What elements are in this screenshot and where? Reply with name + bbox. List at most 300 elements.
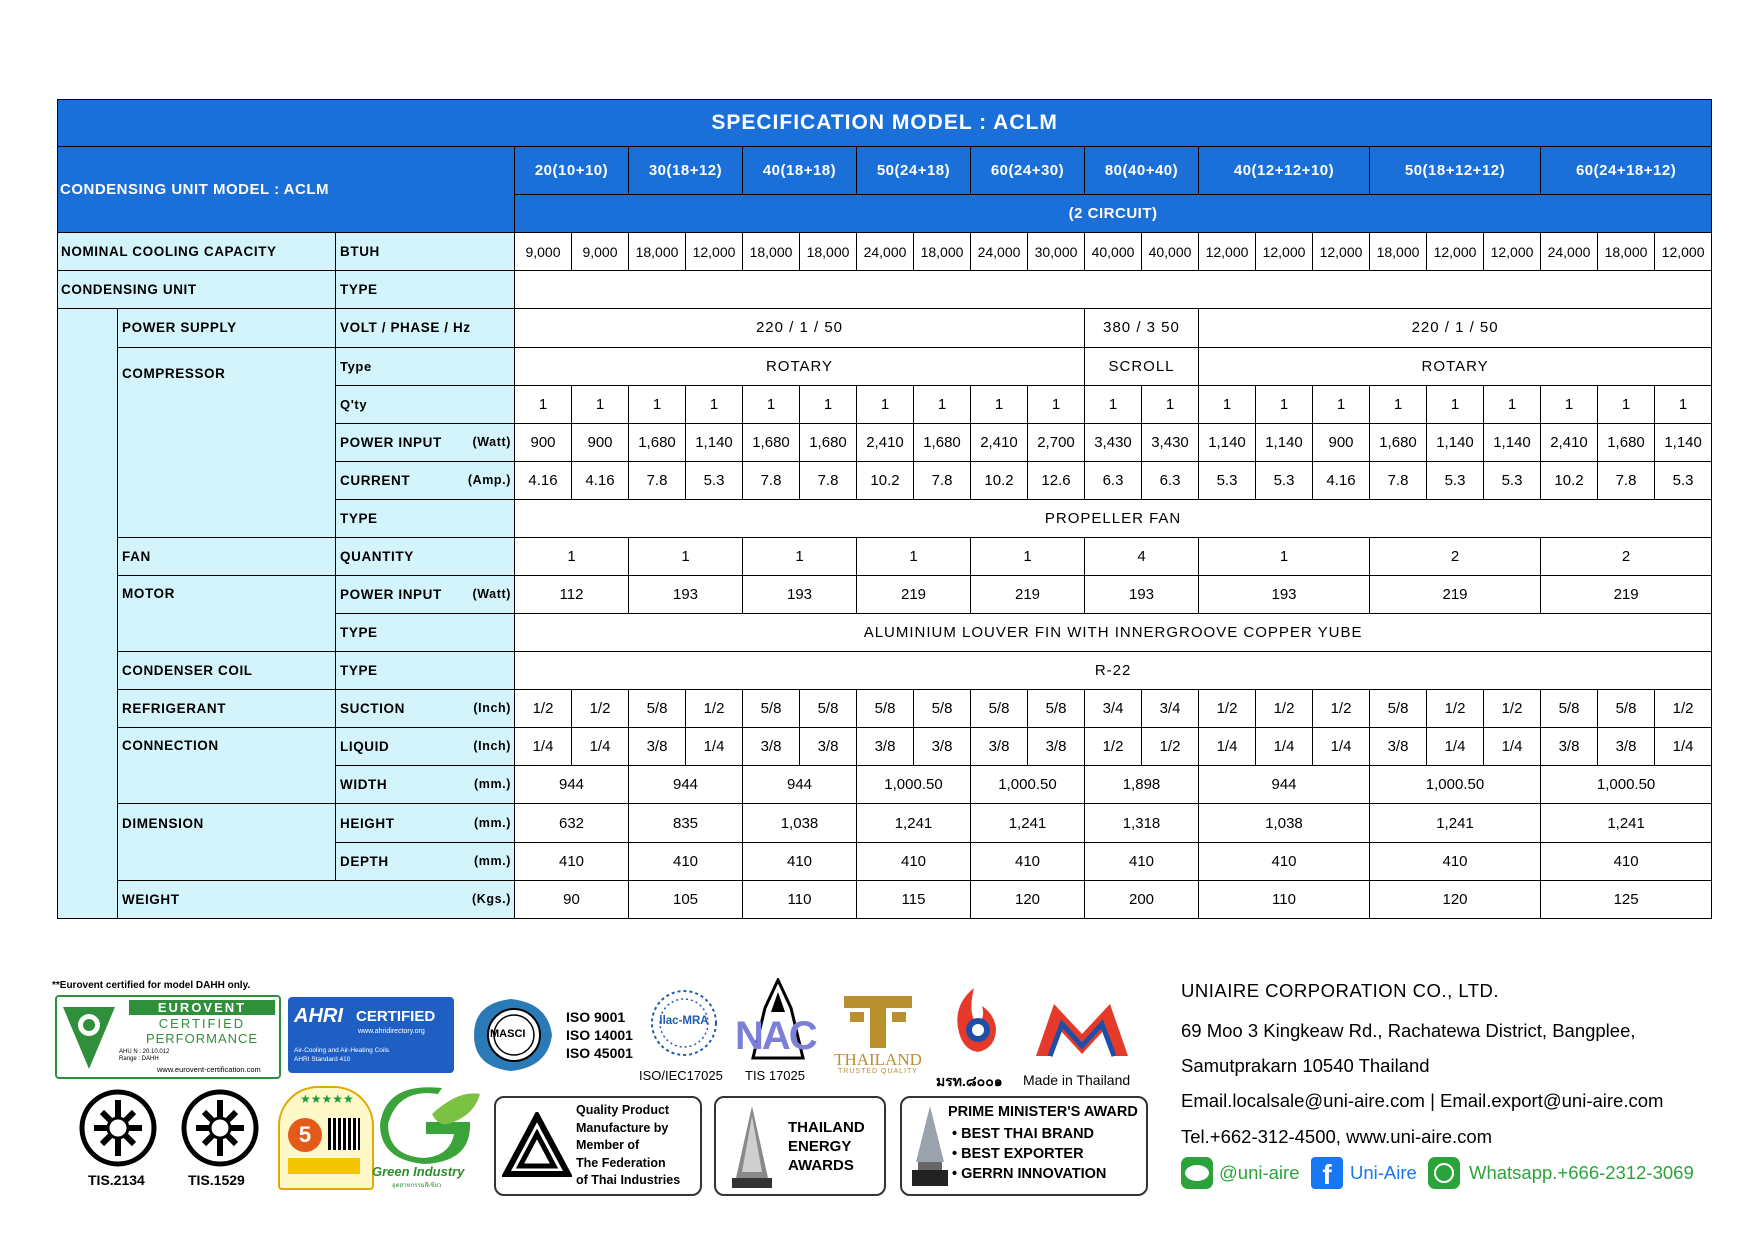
mot-label: มรท.๘๐๐๑ [936, 1073, 1003, 1089]
depth-unit: (mm.) [473, 853, 511, 868]
liquid-value: 1/4 [515, 728, 572, 766]
pm-award-title: PRIME MINISTER'S AWARD [948, 1104, 1138, 1120]
compressor-power-value: 900 [1313, 423, 1370, 461]
fan-power-value: 193 [743, 576, 857, 614]
fti-line: Quality Product [576, 1103, 670, 1117]
compressor-power-value: 1,680 [743, 423, 800, 461]
width-value: 1,898 [1085, 766, 1199, 804]
tis1529-logo [180, 1088, 260, 1168]
height-value: 1,241 [1370, 804, 1541, 842]
company-address-1: 69 Moo 3 Kingkeaw Rd., Rachatewa District, Bangplee, [1181, 1020, 1636, 1041]
fan-power-value: 112 [515, 576, 629, 614]
fan-power-label-text: POWER INPUT [340, 587, 442, 603]
compressor-power-value: 1,680 [629, 423, 686, 461]
line-icon [1181, 1157, 1213, 1189]
cooling-capacity-value: 24,000 [971, 233, 1028, 271]
fti-line: Manufacture by [576, 1120, 669, 1135]
fan-qty-value: 1 [629, 537, 743, 575]
green-industry-label: Green Industry [372, 1164, 465, 1179]
thailand-tq-line1: THAILAND [834, 1050, 922, 1069]
cooling-capacity-value: 9,000 [572, 233, 629, 271]
suction-value: 1/2 [1655, 690, 1712, 728]
coil-type-label: TYPE [336, 614, 515, 652]
compressor-current-value: 5.3 [1256, 461, 1313, 499]
compressor-current-value: 4.16 [572, 461, 629, 499]
weight-unit: (Kgs.) [471, 891, 511, 906]
coil-type-value: ALUMINIUM LOUVER FIN WITH INNERGROOVE COPPER YUBE [515, 614, 1712, 652]
height-unit: (mm.) [473, 815, 511, 830]
qr-code-icon [328, 1118, 360, 1150]
eurovent-line2: CERTIFIED [158, 1016, 246, 1031]
energy-label-number: 5 [288, 1118, 322, 1152]
compressor-qty-value: 1 [686, 385, 743, 423]
compressor-current-value: 7.8 [1370, 461, 1427, 499]
liquid-value: 3/8 [971, 728, 1028, 766]
liquid-value: 1/4 [1484, 728, 1541, 766]
compressor-power-value: 1,140 [1199, 423, 1256, 461]
suction-value: 5/8 [971, 690, 1028, 728]
compressor-power-value: 900 [515, 423, 572, 461]
width-value: 1,000.50 [1541, 766, 1712, 804]
nac-logo [733, 978, 823, 1060]
suction-value: 5/8 [629, 690, 686, 728]
iso-item: ISO 45001 [566, 1045, 633, 1061]
liquid-value: 3/8 [1598, 728, 1655, 766]
compressor-current-value: 7.8 [743, 461, 800, 499]
weight-value: 200 [1085, 880, 1199, 918]
liquid-value: 3/8 [857, 728, 914, 766]
compressor-qty-value: 1 [971, 385, 1028, 423]
green-industry-logo [372, 1084, 482, 1189]
fan-qty-value: 2 [1370, 537, 1541, 575]
tis2134-label: TIS.2134 [88, 1172, 145, 1188]
cooling-capacity-value: 24,000 [1541, 233, 1598, 271]
fan-qty-value: 4 [1085, 537, 1199, 575]
compressor-qty-value: 1 [1541, 385, 1598, 423]
depth-value: 410 [1085, 842, 1199, 880]
compressor-current-value: 4.16 [1313, 461, 1370, 499]
model-header: 40(12+12+10) [1199, 147, 1370, 195]
made-in-thailand-logo [1030, 996, 1134, 1062]
depth-label-text: DEPTH [340, 853, 389, 869]
compressor-power-value: 2,700 [1028, 423, 1085, 461]
suction-label-text: SUCTION [340, 701, 405, 717]
liquid-value: 3/8 [1370, 728, 1427, 766]
ilac-text: ilac-MRA [659, 1015, 709, 1027]
weight-label-text: WEIGHT [122, 891, 180, 907]
cooling-capacity-value: 12,000 [1313, 233, 1370, 271]
compressor-qty-value: 1 [1655, 385, 1712, 423]
weight-value: 115 [857, 880, 971, 918]
eurovent-small2: Range : DAHH [119, 1056, 159, 1062]
cooling-capacity-value: 12,000 [1199, 233, 1256, 271]
weight-value: 110 [743, 880, 857, 918]
condensing-unit-type-value [515, 271, 1712, 309]
liquid-value: 1/4 [1655, 728, 1712, 766]
fan-power-value: 219 [971, 576, 1085, 614]
compressor-power-value: 3,430 [1142, 423, 1199, 461]
iso-iec-label: ISO/IEC17025 [639, 1068, 723, 1083]
compressor-power-value: 1,140 [1484, 423, 1541, 461]
green-g-icon [378, 1084, 482, 1164]
cooling-capacity-value: 12,000 [1655, 233, 1712, 271]
compressor-type-value: ROTARY [515, 347, 1085, 385]
compressor-power-value: 1,680 [1370, 423, 1427, 461]
compressor-current-value: 7.8 [800, 461, 857, 499]
energy-label-logo [278, 1086, 374, 1190]
width-value: 1,000.50 [1370, 766, 1541, 804]
pm-award-item: • BEST THAI BRAND [952, 1126, 1095, 1142]
compressor-current-value: 5.3 [1655, 461, 1712, 499]
refrigerant-type-value: R-22 [515, 652, 1712, 690]
compressor-power-unit: (Watt) [472, 434, 511, 449]
compressor-power-value: 1,140 [1427, 423, 1484, 461]
whatsapp-number[interactable]: Whatsapp.+666-2312-3069 [1469, 1162, 1694, 1183]
compressor-power-value: 1,140 [1256, 423, 1313, 461]
spec-title: SPECIFICATION MODEL : ACLM [58, 100, 1712, 147]
compressor-current-label-text: CURRENT [340, 472, 411, 488]
compressor-current-value: 5.3 [686, 461, 743, 499]
fan-power-label [336, 576, 515, 614]
refrigerant-label: REFRIGERANT [118, 690, 336, 728]
compressor-power-value: 1,680 [800, 423, 857, 461]
condensing-unit-type-label: TYPE [336, 271, 515, 309]
depth-value: 410 [515, 842, 629, 880]
facebook-icon: f [1311, 1157, 1343, 1189]
suction-value: 1/2 [686, 690, 743, 728]
suction-value: 1/2 [1313, 690, 1370, 728]
cooling-capacity-value: 24,000 [857, 233, 914, 271]
liquid-value: 1/4 [1313, 728, 1370, 766]
liquid-value: 3/8 [800, 728, 857, 766]
ahri-desc1: Air-Cooling and Air-Heating Coils [294, 1047, 390, 1054]
company-name: UNIAIRE CORPORATION CO., LTD. [1181, 980, 1500, 1001]
eurovent-small1: AHU N : 20.10.012 [119, 1049, 170, 1055]
model-header: 30(18+12) [629, 147, 743, 195]
fan-power-unit: (Watt) [472, 587, 511, 602]
height-value: 632 [515, 804, 629, 842]
compressor-current-value: 5.3 [1427, 461, 1484, 499]
compressor-qty-value: 1 [1484, 385, 1541, 423]
compressor-power-value: 2,410 [971, 423, 1028, 461]
model-header: 60(24+30) [971, 147, 1085, 195]
depth-value: 410 [1199, 842, 1370, 880]
compressor-qty-label: Q'ty [336, 385, 515, 423]
ahri-logo [288, 997, 454, 1073]
compressor-qty-value: 1 [1142, 385, 1199, 423]
depth-value: 410 [857, 842, 971, 880]
suction-value: 5/8 [914, 690, 971, 728]
cooling-capacity-value: 40,000 [1085, 233, 1142, 271]
suction-value: 5/8 [800, 690, 857, 728]
compressor-current-value: 10.2 [1541, 461, 1598, 499]
company-email[interactable]: Email.localsale@uni-aire.com | Email.export@uni-aire.com [1181, 1090, 1664, 1111]
compressor-power-label [336, 423, 515, 461]
made-in-thailand-label: Made in Thailand [1023, 1072, 1131, 1088]
ahri-certified: CERTIFIED [356, 1008, 436, 1025]
fan-power-value: 219 [857, 576, 971, 614]
suction-value: 1/2 [1427, 690, 1484, 728]
iso-list [566, 1008, 633, 1062]
liquid-value: 3/8 [1541, 728, 1598, 766]
eurovent-note: **Eurovent certified for model DAHH only. [52, 980, 251, 991]
cooling-capacity-value: 18,000 [1370, 233, 1427, 271]
compressor-qty-value: 1 [1598, 385, 1655, 423]
cooling-capacity-label: NOMINAL COOLING CAPACITY [58, 233, 336, 271]
compressor-type-label: Type [336, 347, 515, 385]
liquid-value: 1/4 [1256, 728, 1313, 766]
company-tel[interactable]: Tel.+662-312-4500, www.uni-aire.com [1181, 1126, 1493, 1147]
energy-awards-text [788, 1118, 865, 1175]
liquid-label [336, 728, 515, 766]
fan-power-value: 219 [1370, 576, 1541, 614]
masci-text: MASCI [490, 1028, 526, 1040]
suction-value: 1/2 [515, 690, 572, 728]
depth-value: 410 [971, 842, 1085, 880]
compressor-current-value: 12.6 [1028, 461, 1085, 499]
compressor-qty-value: 1 [1199, 385, 1256, 423]
power-supply-unit: VOLT / PHASE / Hz [336, 309, 515, 347]
pm-award-list [952, 1124, 1106, 1184]
liquid-unit: (Inch) [473, 739, 511, 754]
pm-award-item: • GERRN INNOVATION [952, 1166, 1107, 1182]
compressor-qty-value: 1 [572, 385, 629, 423]
width-label-text: WIDTH [340, 777, 388, 793]
condenser-coil-label: CONDENSER COIL [118, 652, 336, 690]
liquid-value: 3/8 [629, 728, 686, 766]
height-label-text: HEIGHT [340, 815, 395, 831]
suction-value: 5/8 [1028, 690, 1085, 728]
depth-value: 410 [743, 842, 857, 880]
fan-power-value: 219 [1541, 576, 1712, 614]
energy-awards-line: THAILAND [788, 1119, 865, 1136]
cooling-capacity-value: 12,000 [686, 233, 743, 271]
suction-label [336, 690, 515, 728]
energy-stars-icon: ★★★★★ [300, 1092, 354, 1106]
compressor-label: COMPRESSOR [118, 347, 336, 537]
compressor-current-value: 10.2 [857, 461, 914, 499]
fti-triangle-icon [502, 1112, 572, 1182]
mot-flame-icon [944, 984, 1008, 1060]
ahri-desc2: AHRI Standard 410 [294, 1056, 351, 1063]
condensing-unit-label: CONDENSING UNIT [58, 271, 336, 309]
compressor-current-value: 6.3 [1085, 461, 1142, 499]
liquid-value: 1/4 [686, 728, 743, 766]
cooling-capacity-value: 18,000 [629, 233, 686, 271]
compressor-power-value: 1,680 [914, 423, 971, 461]
mot-logo [944, 984, 1008, 1060]
liquid-label-text: LIQUID [340, 739, 390, 755]
tis-mark-icon [78, 1088, 158, 1168]
green-industry-sub: อุตสาหกรรมสีเขียว [392, 1183, 442, 1189]
compressor-current-value: 7.8 [914, 461, 971, 499]
cooling-unit: BTUH [336, 233, 515, 271]
cooling-capacity-value: 12,000 [1484, 233, 1541, 271]
depth-label [336, 842, 515, 880]
suction-value: 5/8 [1541, 690, 1598, 728]
ahri-url: www.ahridirectory.org [358, 1028, 425, 1035]
compressor-qty-value: 1 [914, 385, 971, 423]
compressor-power-value: 1,140 [1655, 423, 1712, 461]
compressor-power-value: 1,680 [1598, 423, 1655, 461]
pm-award-item: • BEST EXPORTER [952, 1146, 1084, 1162]
fan-qty-value: 2 [1541, 537, 1712, 575]
line-id[interactable]: @uni-aire [1219, 1162, 1300, 1183]
compressor-qty-value: 1 [1028, 385, 1085, 423]
compressor-current-value: 6.3 [1142, 461, 1199, 499]
thailand-tq-logo [826, 990, 930, 1080]
liquid-value: 1/2 [1085, 728, 1142, 766]
height-value: 1,241 [971, 804, 1085, 842]
height-value: 1,038 [1199, 804, 1370, 842]
whatsapp-icon [1428, 1157, 1460, 1189]
iso-item: ISO 14001 [566, 1027, 633, 1043]
energy-label-bar [288, 1158, 360, 1174]
width-value: 944 [629, 766, 743, 804]
cooling-capacity-value: 9,000 [515, 233, 572, 271]
masci-logo [464, 995, 558, 1075]
width-value: 944 [515, 766, 629, 804]
cooling-capacity-value: 18,000 [800, 233, 857, 271]
made-in-thailand-m-icon [1030, 996, 1134, 1062]
compressor-qty-value: 1 [743, 385, 800, 423]
fan-qty-label: QUANTITY [336, 537, 515, 575]
company-address-2: Samutprakarn 10540 Thailand [1181, 1055, 1430, 1076]
model-header: 50(24+18) [857, 147, 971, 195]
compressor-power-value: 2,410 [1541, 423, 1598, 461]
tis2134-logo [78, 1088, 158, 1168]
depth-value: 410 [629, 842, 743, 880]
fan-power-value: 193 [1085, 576, 1199, 614]
compressor-power-value: 3,430 [1085, 423, 1142, 461]
indent-column [58, 309, 118, 919]
model-header: 40(18+18) [743, 147, 857, 195]
refrigerant-type-label: TYPE [336, 652, 515, 690]
tis17025-label: TIS 17025 [745, 1068, 805, 1083]
suction-value: 5/8 [1598, 690, 1655, 728]
weight-value: 110 [1199, 880, 1370, 918]
model-header: 60(24+18+12) [1541, 147, 1712, 195]
compressor-current-value: 5.3 [1484, 461, 1541, 499]
cooling-capacity-value: 12,000 [1427, 233, 1484, 271]
compressor-power-value: 900 [572, 423, 629, 461]
suction-value: 1/2 [572, 690, 629, 728]
eurovent-logo [55, 995, 281, 1079]
iso-item: ISO 9001 [566, 1009, 626, 1025]
height-value: 1,241 [857, 804, 971, 842]
connection-label: CONNECTION [118, 728, 336, 804]
fan-power-value: 193 [1199, 576, 1370, 614]
weight-value: 120 [971, 880, 1085, 918]
model-row-label: CONDENSING UNIT MODEL : ACLM [58, 147, 515, 233]
compressor-power-value: 1,140 [686, 423, 743, 461]
compressor-qty-value: 1 [857, 385, 914, 423]
height-value: 835 [629, 804, 743, 842]
fan-qty-value: 1 [857, 537, 971, 575]
ilac-logo [648, 988, 720, 1058]
suction-value: 1/2 [1199, 690, 1256, 728]
power-supply-value: 380 / 3 50 [1085, 309, 1199, 347]
fti-text [576, 1102, 680, 1190]
energy-awards-line: ENERGY [788, 1138, 852, 1155]
ahri-brand: AHRI [294, 1005, 343, 1027]
suction-value: 5/8 [857, 690, 914, 728]
liquid-value: 1/4 [1199, 728, 1256, 766]
fan-qty-value: 1 [515, 537, 629, 575]
facebook-id[interactable]: Uni-Aire [1350, 1162, 1417, 1183]
liquid-value: 1/4 [572, 728, 629, 766]
fan-qty-value: 1 [971, 537, 1085, 575]
width-label [336, 766, 515, 804]
pm-award-badge [900, 1096, 1148, 1196]
energy-awards-line: AWARDS [788, 1157, 854, 1174]
depth-value: 410 [1370, 842, 1541, 880]
model-header: 80(40+40) [1085, 147, 1199, 195]
dimension-label: DIMENSION [118, 804, 336, 880]
tis1529-label: TIS.1529 [188, 1172, 245, 1188]
eurovent-line1: EUROVENT [129, 1000, 275, 1015]
motor-label: MOTOR [118, 576, 336, 652]
liquid-value: 1/4 [1427, 728, 1484, 766]
depth-value: 410 [1541, 842, 1712, 880]
height-value: 1,038 [743, 804, 857, 842]
weight-label [118, 880, 515, 918]
fan-power-value: 193 [629, 576, 743, 614]
cooling-capacity-value: 40,000 [1142, 233, 1199, 271]
cooling-capacity-value: 18,000 [743, 233, 800, 271]
compressor-current-value: 5.3 [1199, 461, 1256, 499]
tis-mark-icon [180, 1088, 260, 1168]
fan-label: FAN [118, 537, 336, 575]
fti-line: The Federation [576, 1155, 666, 1170]
power-supply-label: POWER SUPPLY [118, 309, 336, 347]
height-value: 1,241 [1541, 804, 1712, 842]
compressor-current-value: 10.2 [971, 461, 1028, 499]
pm-trophy-icon [908, 1102, 952, 1192]
compressor-current-unit: (Amp.) [467, 472, 511, 487]
width-unit: (mm.) [473, 777, 511, 792]
weight-value: 125 [1541, 880, 1712, 918]
spec-table [57, 99, 1712, 919]
eurovent-line3: PERFORMANCE [145, 1031, 259, 1046]
suction-value: 3/4 [1142, 690, 1199, 728]
model-header: 50(18+12+12) [1370, 147, 1541, 195]
liquid-value: 3/8 [1028, 728, 1085, 766]
suction-value: 3/4 [1085, 690, 1142, 728]
cooling-capacity-value: 18,000 [914, 233, 971, 271]
weight-value: 90 [515, 880, 629, 918]
height-label [336, 804, 515, 842]
suction-value: 5/8 [743, 690, 800, 728]
model-header: 20(10+10) [515, 147, 629, 195]
compressor-qty-value: 1 [629, 385, 686, 423]
fti-badge [494, 1096, 702, 1196]
thailand-tq-t-icon [826, 990, 930, 1050]
liquid-value: 3/8 [914, 728, 971, 766]
compressor-current-value: 7.8 [1598, 461, 1655, 499]
compressor-qty-value: 1 [515, 385, 572, 423]
liquid-value: 3/8 [743, 728, 800, 766]
trophy-icon [724, 1102, 780, 1192]
width-value: 944 [1199, 766, 1370, 804]
compressor-qty-value: 1 [800, 385, 857, 423]
compressor-current-value: 4.16 [515, 461, 572, 499]
compressor-current-value: 7.8 [629, 461, 686, 499]
compressor-qty-value: 1 [1370, 385, 1427, 423]
weight-value: 105 [629, 880, 743, 918]
energy-awards-badge [714, 1096, 886, 1196]
cooling-capacity-value: 30,000 [1028, 233, 1085, 271]
